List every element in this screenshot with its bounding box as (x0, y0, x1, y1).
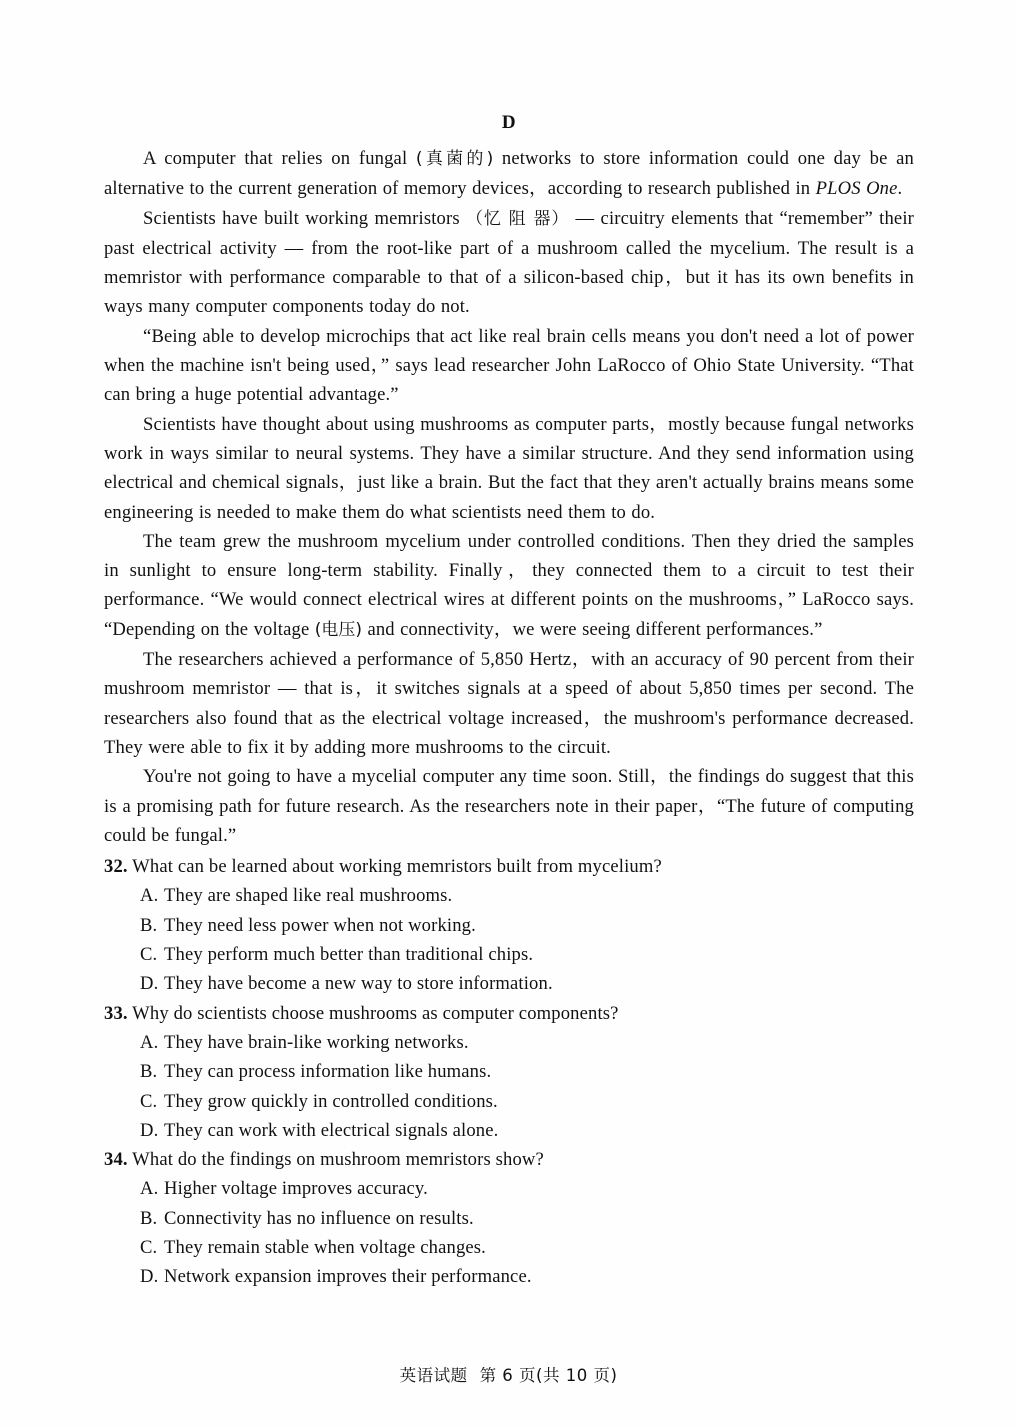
option-label: D. (140, 1119, 159, 1141)
option-label: A. (140, 885, 159, 907)
question-33-stem (104, 999, 914, 1028)
option-text: They have become a new way to store information. (164, 973, 553, 995)
question-32-option-a[interactable] (104, 881, 914, 910)
option-label: D. (140, 973, 159, 995)
option-label: C. (140, 944, 158, 966)
question-33-number: 33. (104, 1002, 128, 1024)
question-33-option-d[interactable] (104, 1116, 914, 1145)
question-32-stem (104, 852, 914, 881)
option-text: They need less power when not working. (164, 914, 476, 936)
section-letter: D (501, 112, 517, 133)
question-33-option-b[interactable] (104, 1057, 914, 1086)
option-text: They are shaped like real mushrooms. (164, 885, 453, 907)
option-text: Connectivity has no influence on results. (164, 1207, 474, 1229)
questions-list (104, 852, 914, 1291)
option-label: A. (140, 1031, 159, 1053)
option-text: They perform much better than traditional chips. (164, 944, 534, 966)
question-34-stem (104, 1145, 914, 1174)
page-content (104, 112, 914, 1292)
option-text: They can process information like humans. (164, 1061, 492, 1083)
option-label: C. (140, 1236, 158, 1258)
option-label: B. (140, 1061, 158, 1083)
option-label: D. (140, 1266, 159, 1288)
question-34-number: 34. (104, 1149, 128, 1171)
option-text: They grow quickly in controlled conditions. (164, 1090, 498, 1112)
passage-paragraph-6: The researchers achieved a performance of 5,850 Hertz，with an accuracy of 90 percent from their mushroom memristor — that is，it switches signals at a speed of about 5,850 times per second. The researchers also found that as the electrical voltage increased，the mushroom's performance decreased. They were able to fix it by adding more mushrooms to the circuit. (104, 649, 914, 758)
option-label: C. (140, 1090, 158, 1112)
passage-paragraph-3: “Being able to develop microchips that act like real brain cells means you don't need a lot of power when the machine isn't being used，” says lead researcher John LaRocco of Ohio State University. “That can bring a huge potential advantage.” (104, 325, 914, 406)
question-33-option-a[interactable] (104, 1028, 914, 1057)
journal-name: PLOS One (815, 178, 898, 200)
passage-paragraph-5: The team grew the mushroom mycelium under controlled conditions. Then they dried the samples in sunlight to ensure long-term stability. Finally，they connected them to a circuit to test their performance. “We would connect electrical wires at different points on the mushrooms，” LaRocco says. “Depending on the voltage (电压) and connectivity，we were seeing different performances.” (104, 530, 914, 640)
passage-paragraph-4: Scientists have thought about using mushrooms as computer parts，mostly because fungal networks work in ways similar to neural systems. They have a similar structure. And they send information using electrical and chemical signals，just like a brain. But the fact that they aren't actually brains means some engineering is needed to make them do what scientists need them to do. (104, 413, 914, 523)
footer-page-number: 第 6 页(共 10 页) (479, 1366, 618, 1385)
option-label: B. (140, 914, 158, 936)
footer-subject: 英语试题 (399, 1366, 468, 1385)
question-34-option-b[interactable] (104, 1204, 914, 1233)
question-32-number: 32. (104, 856, 128, 878)
option-label: A. (140, 1178, 159, 1200)
question-34-option-a[interactable] (104, 1174, 914, 1203)
question-34-option-d[interactable] (104, 1262, 914, 1291)
passage-paragraph-1: A computer that relies on fungal (真菌的) networks to store information could one day be an alternative to the current generation of memory devices，according to research published in PLOS One. (104, 148, 914, 200)
passage-paragraph-7: You're not going to have a mycelial computer any time soon. Still，the findings do suggest that this is a promising path for future research. As the researchers note in their paper，“The future of computing could be fungal.” (104, 766, 914, 846)
option-text: They remain stable when voltage changes. (164, 1236, 486, 1258)
question-32-text: What can be learned about working memristors built from mycelium? (132, 856, 662, 878)
option-text: They can work with electrical signals alone. (164, 1119, 499, 1141)
passage-paragraph-2: Scientists have built working memristors （忆 阻 器） — circuitry elements that “remember” their past electrical activity — from the root-like part of a mushroom called the mycelium. The result is a memristor with performance comparable to that of a silicon-based chip，but it has its own benefits in ways many computer components today do not. (104, 207, 914, 318)
page-footer (0, 1362, 1017, 1386)
chinese-gloss-zhenjunde: (真菌的) (415, 149, 494, 169)
question-33-option-c[interactable] (104, 1087, 914, 1116)
option-text: Higher voltage improves accuracy. (164, 1178, 428, 1200)
chinese-gloss-dianya: (电压) (314, 619, 363, 640)
question-32-option-c[interactable] (104, 940, 914, 969)
option-text: Network expansion improves their performance. (164, 1266, 532, 1288)
question-32-option-d[interactable] (104, 969, 914, 998)
option-label: B. (140, 1207, 158, 1229)
question-34-option-c[interactable] (104, 1233, 914, 1262)
question-32-option-b[interactable] (104, 911, 914, 940)
option-text: They have brain-like working networks. (164, 1031, 469, 1053)
chinese-gloss-yizuqi: （忆 阻 器） (466, 208, 570, 229)
question-33-text: Why do scientists choose mushrooms as computer components? (132, 1002, 619, 1024)
question-34-text: What do the findings on mushroom memristors show? (132, 1149, 544, 1171)
